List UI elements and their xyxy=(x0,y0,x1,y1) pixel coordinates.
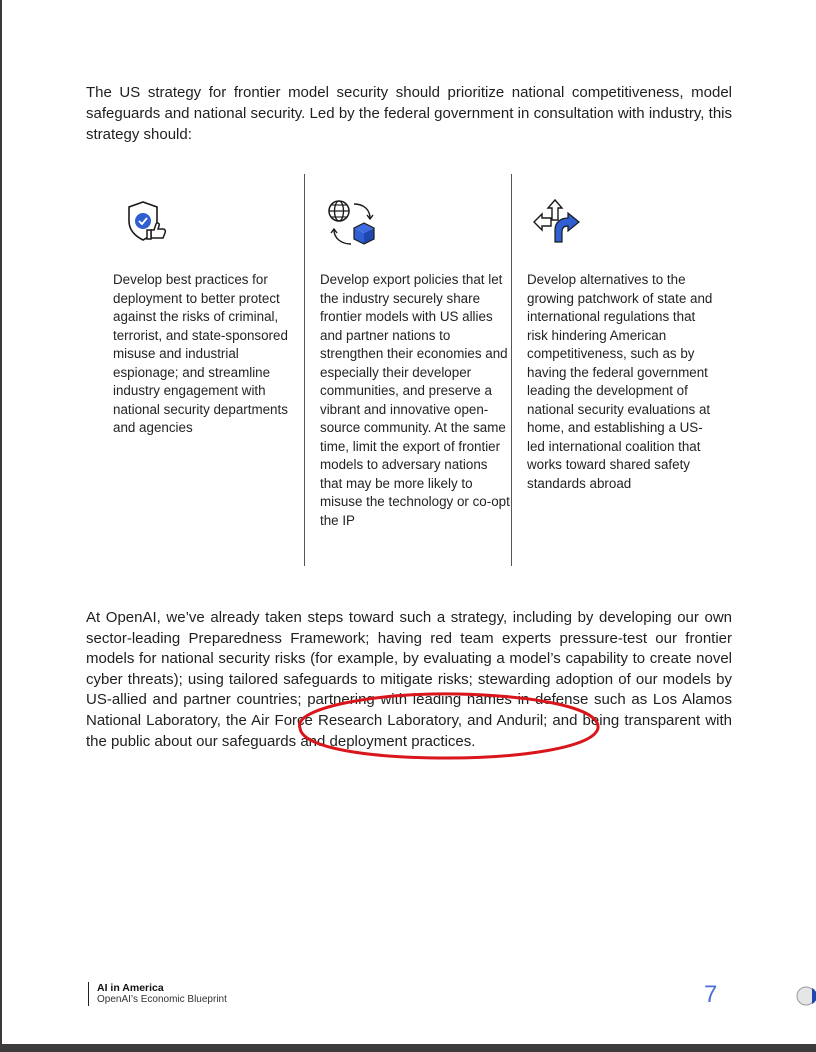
window-bottom-bar xyxy=(0,1044,816,1052)
intro-paragraph: The US strategy for frontier model security should prioritize national competitiveness, model safeguards and national security. Led by the federal government in consultation with industry, this strategy should: xyxy=(86,84,732,143)
page-number: 7 xyxy=(704,981,718,1008)
strategy-column-export xyxy=(320,174,510,566)
shield-check-thumbs-up-icon xyxy=(121,196,177,252)
column-divider xyxy=(511,174,512,566)
red-circle-annotation xyxy=(288,688,604,762)
strategy-columns xyxy=(86,174,732,566)
column-text: Develop best practices for deployment to better protect against the risks of criminal, terrorist, and state-sponsored misuse and industrial espionage; and streamline industry engagement with national security departments and agencies xyxy=(113,272,288,435)
footer-brand-title: AI in America xyxy=(97,982,164,994)
column-text: Develop alternatives to the growing patchwork of state and international regulations that risk hindering American competitiveness, such as by having the federal government leading the development of national security evaluations at home, and establishing a US-led international coalition that works toward shared safety standards abroad xyxy=(527,272,713,491)
column-divider xyxy=(304,174,305,566)
globe-package-exchange-icon xyxy=(324,196,380,252)
scroll-toggle-icon[interactable] xyxy=(794,986,816,1006)
strategy-column-regulation xyxy=(527,174,717,566)
openai-steps-paragraph: At OpenAI, we’ve already taken steps toward such a strategy, including by developing our own sector-leading Preparedness Framework; having red team experts pressure-test our frontier models for national security risks (for example, by evaluating a model’s capability to create novel cyber threats); using tailored safeguards to mitigate risks; stewarding adoption of our models by US-allied and partner countries; partnering with leading names in defense such as Los Alamos National Laboratory, the Air Force Research Laboratory, and Anduril; and being transparent with the public about our safeguards and deployment practices. xyxy=(86,609,732,750)
strategy-column-deployment xyxy=(113,174,303,566)
footer-brand xyxy=(88,982,227,1006)
column-text: Develop export policies that let the industry securely share frontier models with US allies and partner nations to strengthen their economies and especially their developer communities, and preserve a vibrant and innovative open-source community. At the same time, limit the export of frontier models to adversary nations that may be more likely to misuse the technology or co-opt the IP xyxy=(320,272,510,528)
page-left-edge xyxy=(0,0,2,1044)
footer-brand-subtitle: OpenAI’s Economic Blueprint xyxy=(97,994,227,1005)
direction-arrows-icon xyxy=(531,196,587,252)
